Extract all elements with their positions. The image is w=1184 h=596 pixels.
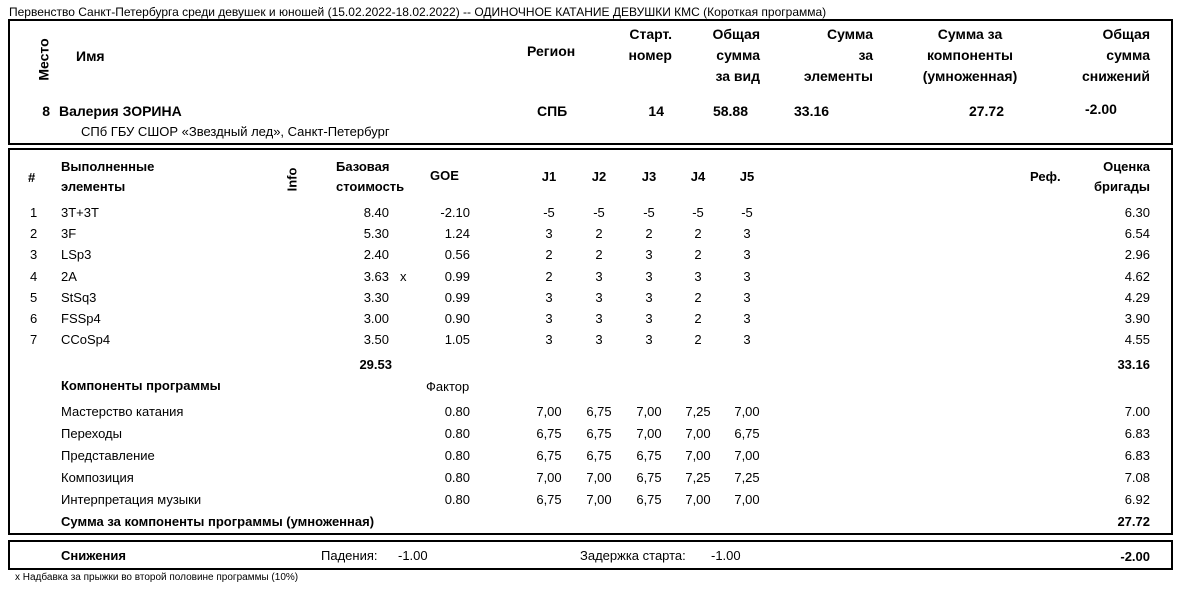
component-j3: 6,75 bbox=[636, 448, 662, 463]
element-base-value: 5.30 bbox=[363, 226, 389, 242]
component-j2: 7,00 bbox=[586, 492, 612, 507]
element-score: 4.29 bbox=[1124, 289, 1150, 305]
element-j5: 3 bbox=[743, 247, 751, 263]
component-name: Переходы bbox=[61, 426, 122, 441]
element-code: FSSp4 bbox=[61, 311, 101, 326]
component-j1: 7,00 bbox=[536, 404, 562, 419]
element-j4: -5 bbox=[692, 205, 704, 220]
col-j4-header: J4 bbox=[690, 169, 706, 184]
element-score: 3.90 bbox=[1124, 311, 1150, 326]
element-j2: 3 bbox=[595, 311, 603, 326]
component-name: Представление bbox=[61, 448, 155, 463]
skater-name: Валерия ЗОРИНА bbox=[59, 103, 182, 119]
element-j1: 2 bbox=[545, 247, 553, 263]
component-factor: 0.80 bbox=[444, 448, 470, 463]
col-element-header-line1: Выполненные bbox=[61, 159, 155, 174]
components-header-line1: Сумма за bbox=[937, 26, 1003, 42]
component-row bbox=[10, 448, 1178, 469]
component-row bbox=[10, 426, 1178, 447]
element-j1: 3 bbox=[545, 226, 553, 242]
component-j3: 7,00 bbox=[636, 404, 662, 419]
element-row bbox=[10, 205, 1178, 226]
start-no-header-line1: Старт. bbox=[629, 26, 672, 42]
element-j4: 2 bbox=[694, 247, 702, 263]
element-code: CCoSp4 bbox=[61, 332, 111, 348]
component-score: 7.00 bbox=[1124, 404, 1150, 419]
col-j2-header: J2 bbox=[591, 169, 607, 184]
components-title: Компоненты программы bbox=[61, 378, 221, 393]
element-base-value: 8.40 bbox=[363, 205, 389, 220]
delay-value: -1.00 bbox=[711, 548, 741, 563]
component-j3: 7,00 bbox=[636, 426, 662, 441]
components-total-label: Сумма за компоненты программы (умноженная) bbox=[61, 514, 375, 529]
component-j5: 7,00 bbox=[734, 404, 760, 419]
element-base-value: 3.63 bbox=[363, 268, 389, 284]
component-j2: 6,75 bbox=[586, 404, 612, 419]
deductions-header-line3: снижений bbox=[1081, 68, 1150, 84]
component-j3: 6,75 bbox=[636, 470, 662, 485]
element-score: 6.30 bbox=[1124, 205, 1150, 220]
col-element-header bbox=[61, 157, 154, 197]
element-goe: 1.05 bbox=[444, 332, 470, 348]
col-base-header-line2: стоимость bbox=[336, 179, 405, 194]
element-base-value: 3.30 bbox=[363, 289, 389, 305]
skater-deductions: -2.00 bbox=[1085, 101, 1117, 117]
element-j1: -5 bbox=[543, 205, 555, 220]
deductions-label: Снижения bbox=[61, 548, 126, 563]
elements-header-line2: за bbox=[858, 47, 873, 63]
element-j5: 3 bbox=[743, 289, 751, 305]
col-ref-header: Реф. bbox=[1030, 169, 1061, 184]
element-j3: 3 bbox=[645, 332, 653, 348]
skater-region: СПБ bbox=[537, 103, 568, 119]
skater-club: СПб ГБУ СШОР «Звездный лед», Санкт-Петербург bbox=[81, 124, 390, 139]
element-row bbox=[10, 269, 1178, 290]
element-goe: 0.56 bbox=[444, 247, 470, 263]
element-row bbox=[10, 332, 1178, 353]
component-j2: 6,75 bbox=[586, 426, 612, 441]
element-goe: 0.99 bbox=[444, 289, 470, 305]
element-number: 4 bbox=[30, 268, 38, 284]
component-score: 6.83 bbox=[1124, 448, 1150, 463]
elements-header-line1: Сумма bbox=[826, 26, 873, 42]
component-j5: 6,75 bbox=[734, 426, 760, 441]
element-j1: 2 bbox=[545, 268, 553, 284]
element-j3: 3 bbox=[645, 268, 653, 284]
element-j4: 2 bbox=[694, 311, 702, 326]
col-j5-header: J5 bbox=[739, 169, 755, 184]
element-base-value: 2.40 bbox=[363, 247, 389, 263]
element-goe: 1.24 bbox=[444, 226, 470, 242]
element-number: 2 bbox=[30, 226, 38, 242]
element-base-value: 3.50 bbox=[363, 332, 389, 348]
component-score: 6.83 bbox=[1124, 426, 1150, 441]
element-number: 1 bbox=[30, 205, 38, 220]
components-score-header bbox=[910, 24, 1030, 87]
details-box bbox=[8, 148, 1173, 535]
component-j2: 7,00 bbox=[586, 470, 612, 485]
elements-header-line3: элементы bbox=[803, 68, 873, 84]
element-score: 2.96 bbox=[1124, 247, 1150, 263]
col-score-header-line1: Оценка bbox=[1103, 159, 1150, 174]
element-goe: -2.10 bbox=[440, 205, 470, 220]
element-row bbox=[10, 226, 1178, 247]
component-row bbox=[10, 404, 1178, 425]
component-factor: 0.80 bbox=[444, 492, 470, 507]
component-j5: 7,25 bbox=[734, 470, 760, 485]
components-header-line2: компоненты bbox=[926, 47, 1014, 63]
elements-score-total: 33.16 bbox=[1117, 357, 1150, 372]
region-header: Регион bbox=[527, 43, 576, 59]
component-j2: 6,75 bbox=[586, 448, 612, 463]
element-j2: 3 bbox=[595, 332, 603, 348]
element-goe: 0.90 bbox=[444, 311, 470, 326]
deductions-header-line1: Общая bbox=[1102, 26, 1150, 42]
element-number: 3 bbox=[30, 247, 38, 263]
component-j5: 7,00 bbox=[734, 448, 760, 463]
col-j3-header: J3 bbox=[641, 169, 657, 184]
component-j4: 7,00 bbox=[685, 448, 711, 463]
element-j3: 3 bbox=[645, 247, 653, 263]
component-name: Интерпретация музыки bbox=[61, 492, 202, 507]
component-score: 7.08 bbox=[1124, 470, 1150, 485]
components-header-line3: (умноженная) bbox=[922, 68, 1018, 84]
element-score: 4.55 bbox=[1124, 332, 1150, 348]
skater-start-no: 14 bbox=[648, 103, 664, 119]
element-j5: 3 bbox=[743, 268, 751, 284]
element-goe: 0.99 bbox=[444, 268, 470, 284]
element-j4: 2 bbox=[694, 226, 702, 242]
col-element-header-line2: элементы bbox=[61, 179, 126, 194]
skater-place: 8 bbox=[42, 103, 50, 119]
element-j5: 3 bbox=[743, 226, 751, 242]
deductions-total-header bbox=[1070, 24, 1150, 87]
element-j1: 3 bbox=[545, 289, 553, 305]
element-j2: -5 bbox=[593, 205, 605, 220]
place-header bbox=[32, 31, 52, 91]
element-number: 7 bbox=[30, 332, 38, 348]
delay-label: Задержка старта: bbox=[580, 548, 686, 563]
component-j5: 7,00 bbox=[734, 492, 760, 507]
element-score: 6.54 bbox=[1124, 226, 1150, 242]
deductions-header-line2: сумма bbox=[1106, 47, 1150, 63]
component-factor: 0.80 bbox=[444, 426, 470, 441]
elements-score-header bbox=[780, 24, 873, 87]
start-no-header bbox=[600, 24, 672, 66]
element-code: 3F bbox=[61, 226, 77, 242]
component-j4: 7,25 bbox=[685, 470, 711, 485]
total-header-line1: Общая bbox=[712, 26, 760, 42]
start-no-header-line2: номер bbox=[628, 47, 672, 63]
element-j3: 2 bbox=[645, 226, 653, 242]
element-j2: 3 bbox=[595, 268, 603, 284]
component-name: Композиция bbox=[61, 470, 134, 485]
col-goe-header: GOE bbox=[430, 168, 459, 183]
element-row bbox=[10, 247, 1178, 268]
component-j4: 7,00 bbox=[685, 426, 711, 441]
component-j4: 7,25 bbox=[685, 404, 711, 419]
component-j1: 6,75 bbox=[536, 492, 562, 507]
col-info-header-label: Info bbox=[284, 167, 300, 192]
element-j2: 2 bbox=[595, 247, 603, 263]
col-num-header: # bbox=[28, 170, 36, 185]
deductions-box bbox=[8, 540, 1173, 570]
element-j4: 2 bbox=[694, 332, 702, 348]
component-j1: 6,75 bbox=[536, 426, 562, 441]
factor-header: Фактор bbox=[426, 379, 470, 394]
element-j2: 2 bbox=[595, 226, 603, 242]
component-name: Мастерство катания bbox=[61, 404, 184, 419]
element-j4: 2 bbox=[694, 289, 702, 305]
total-header-line3: за вид bbox=[715, 68, 760, 84]
element-j2: 3 bbox=[595, 289, 603, 305]
col-base-header bbox=[336, 157, 404, 197]
event-title: Первенство Санкт-Петербурга среди девушек и юношей (15.02.2022-18.02.2022) -- ОДИНОЧНОЕ КАТАНИЕ ДЕВУШКИ КМС (Короткая программа) bbox=[9, 5, 827, 19]
falls-value: -1.00 bbox=[398, 548, 428, 563]
total-score-header bbox=[690, 24, 760, 87]
components-total: 27.72 bbox=[1117, 514, 1150, 529]
element-number: 5 bbox=[30, 289, 38, 305]
element-j5: 3 bbox=[743, 311, 751, 326]
element-row bbox=[10, 290, 1178, 311]
element-j3: 3 bbox=[645, 311, 653, 326]
skater-components-score: 27.72 bbox=[968, 103, 1004, 119]
falls-label: Падения: bbox=[321, 548, 378, 563]
base-total: 29.53 bbox=[359, 357, 392, 372]
skater-elements-score: 33.16 bbox=[794, 103, 830, 119]
col-base-header-line1: Базовая bbox=[336, 159, 390, 174]
deductions-total: -2.00 bbox=[1120, 549, 1150, 564]
skater-summary-box bbox=[8, 19, 1173, 145]
component-j3: 6,75 bbox=[636, 492, 662, 507]
component-factor: 0.80 bbox=[444, 404, 470, 419]
place-header-label: Место bbox=[35, 38, 52, 81]
element-j1: 3 bbox=[545, 311, 553, 326]
element-score: 4.62 bbox=[1124, 268, 1150, 284]
component-row bbox=[10, 492, 1178, 513]
element-code: LSp3 bbox=[61, 247, 92, 263]
element-info: x bbox=[400, 268, 407, 284]
element-code: StSq3 bbox=[61, 289, 97, 305]
element-j5: 3 bbox=[743, 332, 751, 348]
component-j1: 6,75 bbox=[536, 448, 562, 463]
col-score-header-line2: бригады bbox=[1094, 179, 1150, 194]
element-j3: -5 bbox=[643, 205, 655, 220]
name-header: Имя bbox=[76, 48, 105, 64]
skater-total: 58.88 bbox=[712, 103, 748, 119]
footnote: x Надбавка за прыжки во второй половине программы (10%) bbox=[15, 572, 299, 583]
total-header-line2: сумма bbox=[716, 47, 760, 63]
component-j4: 7,00 bbox=[685, 492, 711, 507]
col-j1-header: J1 bbox=[541, 169, 557, 184]
element-base-value: 3.00 bbox=[363, 311, 389, 326]
col-info-header bbox=[284, 166, 300, 196]
element-j3: 3 bbox=[645, 289, 653, 305]
element-row bbox=[10, 311, 1178, 332]
element-code: 3T+3T bbox=[61, 205, 99, 220]
component-score: 6.92 bbox=[1124, 492, 1150, 507]
element-j1: 3 bbox=[545, 332, 553, 348]
component-row bbox=[10, 470, 1178, 491]
element-code: 2A bbox=[61, 268, 77, 284]
element-number: 6 bbox=[30, 311, 38, 326]
col-score-header bbox=[1070, 157, 1150, 197]
component-j1: 7,00 bbox=[536, 470, 562, 485]
element-j5: -5 bbox=[741, 205, 753, 220]
element-j4: 3 bbox=[694, 268, 702, 284]
component-factor: 0.80 bbox=[444, 470, 470, 485]
